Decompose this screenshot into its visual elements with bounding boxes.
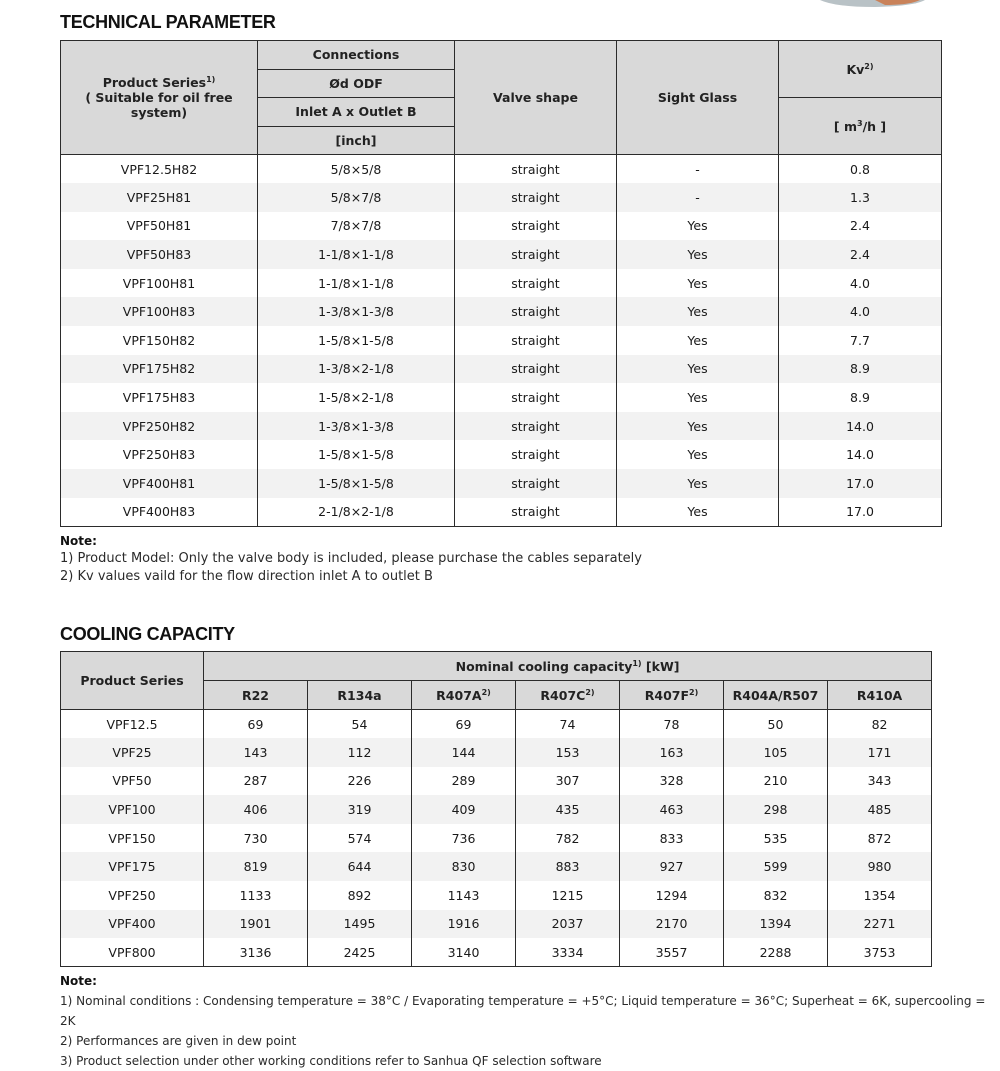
cell-capacity-value: 736 bbox=[412, 824, 516, 853]
cell-capacity-value: 2037 bbox=[516, 910, 620, 939]
cell-connections: 1-3/8×1-3/8 bbox=[258, 297, 455, 326]
cell-connections: 1-3/8×2-1/8 bbox=[258, 355, 455, 384]
cell-sight-glass: Yes bbox=[617, 297, 779, 326]
cell-sight-glass: Yes bbox=[617, 383, 779, 412]
cell-product-series: VPF175H83 bbox=[61, 383, 258, 412]
cell-capacity-value: 730 bbox=[204, 824, 308, 853]
cell-sight-glass: - bbox=[617, 155, 779, 184]
header-sight-glass: Sight Glass bbox=[617, 41, 779, 155]
cell-capacity-value: 287 bbox=[204, 767, 308, 796]
cell-capacity-value: 574 bbox=[308, 824, 412, 853]
cell-kv: 14.0 bbox=[779, 412, 942, 441]
cell-capacity-value: 1143 bbox=[412, 881, 516, 910]
cell-kv: 14.0 bbox=[779, 440, 942, 469]
note-heading: Note: bbox=[60, 974, 97, 988]
cell-product-series: VPF50H83 bbox=[61, 240, 258, 269]
cell-capacity-value: 2170 bbox=[620, 910, 724, 939]
cell-product-series: VPF25H81 bbox=[61, 183, 258, 212]
cell-capacity-value: 409 bbox=[412, 795, 516, 824]
cell-product-series: VPF12.5 bbox=[61, 710, 204, 739]
cell-valve-shape: straight bbox=[455, 383, 617, 412]
header-kv: Kv$^{2)}$ bbox=[779, 41, 942, 98]
cell-capacity-value: 927 bbox=[620, 852, 724, 881]
note-heading: Note: bbox=[60, 534, 97, 548]
cell-sight-glass: Yes bbox=[617, 498, 779, 527]
cell-capacity-value: 226 bbox=[308, 767, 412, 796]
cell-capacity-value: 782 bbox=[516, 824, 620, 853]
cell-capacity-value: 892 bbox=[308, 881, 412, 910]
table-row bbox=[61, 469, 942, 498]
table-row bbox=[61, 212, 942, 241]
cell-product-series: VPF400 bbox=[61, 910, 204, 939]
cell-connections: 1-3/8×1-3/8 bbox=[258, 412, 455, 441]
cell-product-series: VPF400H83 bbox=[61, 498, 258, 527]
table-row bbox=[61, 240, 942, 269]
cell-connections: 2-1/8×2-1/8 bbox=[258, 498, 455, 527]
table-row bbox=[61, 938, 932, 967]
cell-capacity-value: 1495 bbox=[308, 910, 412, 939]
cell-kv: 1.3 bbox=[779, 183, 942, 212]
cell-capacity-value: 883 bbox=[516, 852, 620, 881]
note-line: 3) Product selection under other working conditions refer to Sanhua QF selection software bbox=[60, 1054, 602, 1068]
cell-product-series: VPF100 bbox=[61, 795, 204, 824]
cell-capacity-value: 2288 bbox=[724, 938, 828, 967]
table-row bbox=[61, 795, 932, 824]
cell-capacity-value: 2425 bbox=[308, 938, 412, 967]
cell-sight-glass: Yes bbox=[617, 240, 779, 269]
cell-product-series: VPF12.5H82 bbox=[61, 155, 258, 184]
header-refrigerant: $R407C^{2)}$ bbox=[516, 681, 620, 710]
cell-product-series: VPF800 bbox=[61, 938, 204, 967]
cell-capacity-value: 485 bbox=[828, 795, 932, 824]
header-connections-inlet-outlet: Inlet A x Outlet B bbox=[258, 98, 455, 127]
technical-notes bbox=[60, 532, 642, 586]
cell-capacity-value: 112 bbox=[308, 738, 412, 767]
section-title-technical-parameter: TECHNICAL PARAMETER bbox=[60, 12, 276, 32]
cell-kv: 2.4 bbox=[779, 212, 942, 241]
cell-capacity-value: 830 bbox=[412, 852, 516, 881]
cell-valve-shape: straight bbox=[455, 183, 617, 212]
table-row bbox=[61, 881, 932, 910]
table-row bbox=[61, 440, 942, 469]
note-line: 2) Kv values vaild for the flow direction inlet A to outlet B bbox=[60, 569, 433, 584]
cell-capacity-value: 307 bbox=[516, 767, 620, 796]
table-row bbox=[61, 824, 932, 853]
cell-capacity-value: 50 bbox=[724, 710, 828, 739]
cell-valve-shape: straight bbox=[455, 326, 617, 355]
cell-capacity-value: 3334 bbox=[516, 938, 620, 967]
cell-capacity-value: 343 bbox=[828, 767, 932, 796]
cell-connections: 5/8×5/8 bbox=[258, 155, 455, 184]
table-row bbox=[61, 412, 942, 441]
cell-capacity-value: 1294 bbox=[620, 881, 724, 910]
cell-connections: 1-5/8×1-5/8 bbox=[258, 440, 455, 469]
cell-kv: 8.9 bbox=[779, 355, 942, 384]
cell-product-series: VPF250H83 bbox=[61, 440, 258, 469]
cell-capacity-value: 644 bbox=[308, 852, 412, 881]
cell-product-series: VPF100H83 bbox=[61, 297, 258, 326]
cell-kv: 4.0 bbox=[779, 297, 942, 326]
header-kv-unit: [ $m^3/h$ ] bbox=[779, 98, 942, 155]
cell-product-series: VPF25 bbox=[61, 738, 204, 767]
cell-sight-glass: Yes bbox=[617, 326, 779, 355]
cell-capacity-value: 328 bbox=[620, 767, 724, 796]
cell-capacity-value: 2271 bbox=[828, 910, 932, 939]
cell-valve-shape: straight bbox=[455, 498, 617, 527]
cell-capacity-value: 3136 bbox=[204, 938, 308, 967]
header-product-series: Product Series bbox=[61, 652, 204, 710]
table-row bbox=[61, 852, 932, 881]
cell-product-series: VPF150 bbox=[61, 824, 204, 853]
cell-capacity-value: 54 bbox=[308, 710, 412, 739]
cell-capacity-value: 298 bbox=[724, 795, 828, 824]
header-refrigerant: R22 bbox=[204, 681, 308, 710]
table-row bbox=[61, 738, 932, 767]
note-line: 1) Product Model: Only the valve body is included, please purchase the cables separately bbox=[60, 551, 642, 566]
cell-product-series: VPF175H82 bbox=[61, 355, 258, 384]
cell-sight-glass: - bbox=[617, 183, 779, 212]
cell-capacity-value: 319 bbox=[308, 795, 412, 824]
cell-valve-shape: straight bbox=[455, 269, 617, 298]
cell-connections: 1-1/8×1-1/8 bbox=[258, 269, 455, 298]
cell-sight-glass: Yes bbox=[617, 412, 779, 441]
table-row bbox=[61, 183, 942, 212]
cell-connections: 7/8×7/8 bbox=[258, 212, 455, 241]
cell-capacity-value: 599 bbox=[724, 852, 828, 881]
cell-capacity-value: 435 bbox=[516, 795, 620, 824]
header-nominal-cooling-capacity: Nominal cooling capacity$^{1)}$ [kW] bbox=[204, 652, 932, 681]
cell-product-series: VPF50H81 bbox=[61, 212, 258, 241]
header-refrigerant: R404A/R507 bbox=[724, 681, 828, 710]
cell-capacity-value: 1215 bbox=[516, 881, 620, 910]
cell-kv: 0.8 bbox=[779, 155, 942, 184]
cell-kv: 4.0 bbox=[779, 269, 942, 298]
table-row bbox=[61, 297, 942, 326]
cell-kv: 7.7 bbox=[779, 326, 942, 355]
cell-capacity-value: 143 bbox=[204, 738, 308, 767]
cell-capacity-value: 69 bbox=[204, 710, 308, 739]
cell-connections: 5/8×7/8 bbox=[258, 183, 455, 212]
cell-capacity-value: 171 bbox=[828, 738, 932, 767]
cell-capacity-value: 1394 bbox=[724, 910, 828, 939]
cell-capacity-value: 833 bbox=[620, 824, 724, 853]
cell-capacity-value: 832 bbox=[724, 881, 828, 910]
table-row bbox=[61, 269, 942, 298]
cell-valve-shape: straight bbox=[455, 297, 617, 326]
cell-capacity-value: 535 bbox=[724, 824, 828, 853]
cell-capacity-value: 1916 bbox=[412, 910, 516, 939]
cell-sight-glass: Yes bbox=[617, 469, 779, 498]
cell-product-series: VPF150H82 bbox=[61, 326, 258, 355]
cell-sight-glass: Yes bbox=[617, 440, 779, 469]
header-connections-unit: [inch] bbox=[258, 126, 455, 155]
table-row bbox=[61, 710, 932, 739]
header-refrigerant: R410A bbox=[828, 681, 932, 710]
cell-product-series: VPF250 bbox=[61, 881, 204, 910]
cell-connections: 1-5/8×2-1/8 bbox=[258, 383, 455, 412]
table-row bbox=[61, 155, 942, 184]
cell-connections: 1-5/8×1-5/8 bbox=[258, 326, 455, 355]
note-line: 1) Nominal conditions : Condensing temperature = 38°C / Evaporating temperature = +5°C; Liquid temperature = 36°C; Superheat = 6K, supercooling = 2K bbox=[60, 994, 986, 1028]
header-refrigerant: $R407A^{2)}$ bbox=[412, 681, 516, 710]
cell-capacity-value: 105 bbox=[724, 738, 828, 767]
cell-valve-shape: straight bbox=[455, 212, 617, 241]
cell-capacity-value: 819 bbox=[204, 852, 308, 881]
product-image-fragment bbox=[815, 0, 945, 9]
table-row bbox=[61, 355, 942, 384]
header-connections-odf: Ød ODF bbox=[258, 69, 455, 98]
cell-product-series: VPF50 bbox=[61, 767, 204, 796]
cell-valve-shape: straight bbox=[455, 440, 617, 469]
table-row bbox=[61, 498, 942, 527]
cell-capacity-value: 463 bbox=[620, 795, 724, 824]
cell-capacity-value: 872 bbox=[828, 824, 932, 853]
cell-valve-shape: straight bbox=[455, 155, 617, 184]
cell-capacity-value: 3753 bbox=[828, 938, 932, 967]
cell-valve-shape: straight bbox=[455, 240, 617, 269]
table-row bbox=[61, 767, 932, 796]
cell-capacity-value: 1133 bbox=[204, 881, 308, 910]
table-row bbox=[61, 326, 942, 355]
cell-sight-glass: Yes bbox=[617, 355, 779, 384]
cell-capacity-value: 289 bbox=[412, 767, 516, 796]
cell-sight-glass: Yes bbox=[617, 212, 779, 241]
table-row bbox=[61, 383, 942, 412]
cell-capacity-value: 82 bbox=[828, 710, 932, 739]
cell-kv: 17.0 bbox=[779, 498, 942, 527]
note-line: 2) Performances are given in dew point bbox=[60, 1034, 297, 1048]
technical-parameter-table bbox=[60, 40, 942, 527]
cooling-notes bbox=[60, 971, 1000, 1071]
cell-connections: 1-1/8×1-1/8 bbox=[258, 240, 455, 269]
cell-kv: 8.9 bbox=[779, 383, 942, 412]
table-row bbox=[61, 910, 932, 939]
cell-capacity-value: 406 bbox=[204, 795, 308, 824]
cell-capacity-value: 1901 bbox=[204, 910, 308, 939]
cell-capacity-value: 980 bbox=[828, 852, 932, 881]
cell-product-series: VPF400H81 bbox=[61, 469, 258, 498]
cell-kv: 17.0 bbox=[779, 469, 942, 498]
cell-valve-shape: straight bbox=[455, 469, 617, 498]
cell-product-series: VPF250H82 bbox=[61, 412, 258, 441]
cell-capacity-value: 78 bbox=[620, 710, 724, 739]
cell-capacity-value: 153 bbox=[516, 738, 620, 767]
cell-connections: 1-5/8×1-5/8 bbox=[258, 469, 455, 498]
header-product-series: Product Series$^{1)}$ ( Suitable for oil free system) bbox=[61, 41, 258, 155]
header-refrigerant: $R407F^{2)}$ bbox=[620, 681, 724, 710]
cell-valve-shape: straight bbox=[455, 412, 617, 441]
header-valve-shape: Valve shape bbox=[455, 41, 617, 155]
section-title-cooling-capacity: COOLING CAPACITY bbox=[60, 624, 235, 644]
cell-capacity-value: 144 bbox=[412, 738, 516, 767]
header-connections: Connections bbox=[258, 41, 455, 70]
header-refrigerant: R134a bbox=[308, 681, 412, 710]
cell-capacity-value: 163 bbox=[620, 738, 724, 767]
cell-capacity-value: 74 bbox=[516, 710, 620, 739]
cell-kv: 2.4 bbox=[779, 240, 942, 269]
cell-sight-glass: Yes bbox=[617, 269, 779, 298]
cooling-capacity-table bbox=[60, 651, 932, 967]
cell-product-series: VPF175 bbox=[61, 852, 204, 881]
cell-capacity-value: 1354 bbox=[828, 881, 932, 910]
cell-valve-shape: straight bbox=[455, 355, 617, 384]
cell-capacity-value: 69 bbox=[412, 710, 516, 739]
cell-capacity-value: 3140 bbox=[412, 938, 516, 967]
cell-capacity-value: 210 bbox=[724, 767, 828, 796]
cell-capacity-value: 3557 bbox=[620, 938, 724, 967]
cell-product-series: VPF100H81 bbox=[61, 269, 258, 298]
